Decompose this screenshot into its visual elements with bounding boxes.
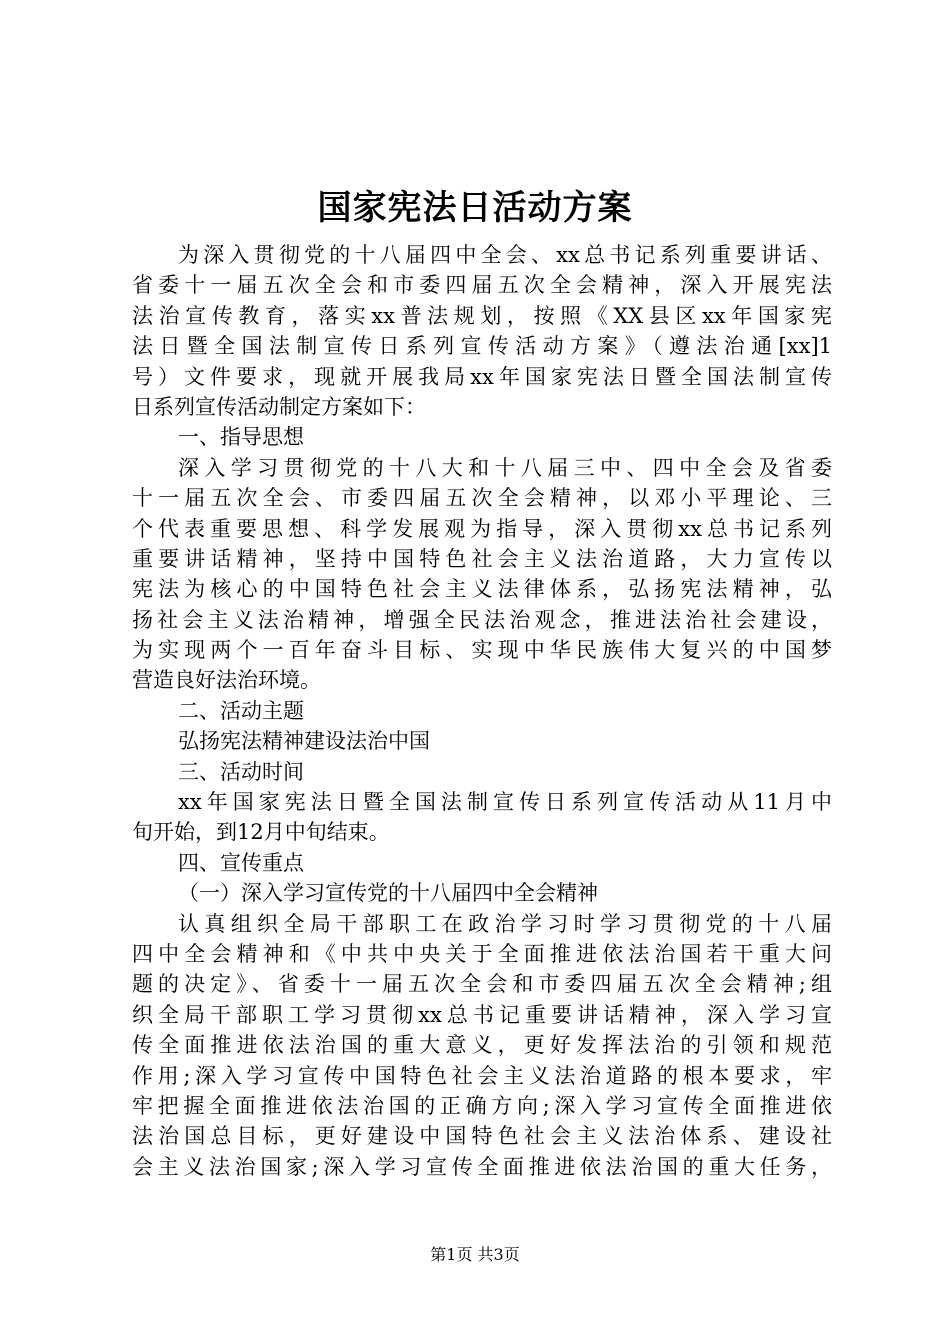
body-line: 认真组织全局干部职工在政治学习时学习贯彻党的十八届 [178,911,832,936]
body-line: 作用;深入学习宣传中国特色社会主义法治道路的根本要求，牢 [132,1063,832,1088]
body-line: 法日暨全国法制宣传日系列宣传活动方案》（遵法治通[xx]1 [132,334,832,359]
document-body [132,240,832,1182]
body-line: 为实现两个一百年奋斗目标、实现中华民族伟大复兴的中国梦 [132,638,832,663]
body-line: 号）文件要求，现就开展我局xx年国家宪法日暨全国法制宣传 [132,364,832,389]
document-title: 国家宪法日活动方案 [317,188,633,228]
body-line: 个代表重要思想、科学发展观为指导，深入贯彻xx总书记系列 [132,516,832,541]
body-line: xx年国家宪法日暨全国法制宣传日系列宣传活动从11月中 [178,790,832,815]
body-line: 织全局干部职工学习贯彻xx总书记重要讲话精神，深入学习宣 [132,1002,832,1027]
body-line: 题的决定》、省委十一届五次全会和市委四届五次全会精神;组 [132,972,832,997]
body-line: 弘扬宪法精神建设法治中国 [178,729,430,754]
section-heading: 三、活动时间 [178,759,304,784]
body-line: 深入学习贯彻党的十八大和十八届三中、四中全会及省委 [178,455,832,480]
body-line: 四中全会精神和《中共中央关于全面推进依法治国若干重大问 [132,941,832,966]
body-line: 宪法为核心的中国特色社会主义法律体系，弘扬宪法精神，弘 [132,577,832,602]
body-line: 法治国总目标，更好建设中国特色社会主义法治体系、建设社 [132,1124,832,1149]
body-line: 日系列宣传活动制定方案如下： [132,394,426,419]
section-heading: 一、指导思想 [178,425,304,450]
body-line: 重要讲话精神，坚持中国特色社会主义法治道路，大力宣传以 [132,546,832,571]
page-footer: 第1页 共3页 [430,1245,520,1264]
body-line: 传全面推进依法治国的重大意义，更好发挥法治的引领和规范 [132,1033,832,1058]
body-line: 旬开始，到12月中旬结束。 [132,820,390,845]
body-line: 牢把握全面推进依法治国的正确方向;深入学习宣传全面推进依 [132,1093,832,1118]
section-heading: 四、宣传重点 [178,850,304,875]
body-line: 营造良好法治环境。 [132,668,321,693]
body-line: 为深入贯彻党的十八届四中全会、xx总书记系列重要讲话、 [178,243,832,267]
body-line: 法治宣传教育，落实xx普法规划，按照《XX县区xx年国家宪 [132,303,832,328]
section-heading: 二、活动主题 [178,698,304,723]
body-line: 会主义法治国家;深入学习宣传全面推进依法治国的重大任务， [132,1154,832,1179]
body-line: 省委十一届五次全会和市委四届五次全会精神，深入开展宪法 [132,273,832,298]
subsection-heading: （一）深入学习宣传党的十八届四中全会精神 [178,881,598,906]
body-line: 十一届五次全会、市委四届五次全会精神，以邓小平理论、三 [132,486,832,511]
body-line: 扬社会主义法治精神，增强全民法治观念，推进法治社会建设， [132,607,832,632]
